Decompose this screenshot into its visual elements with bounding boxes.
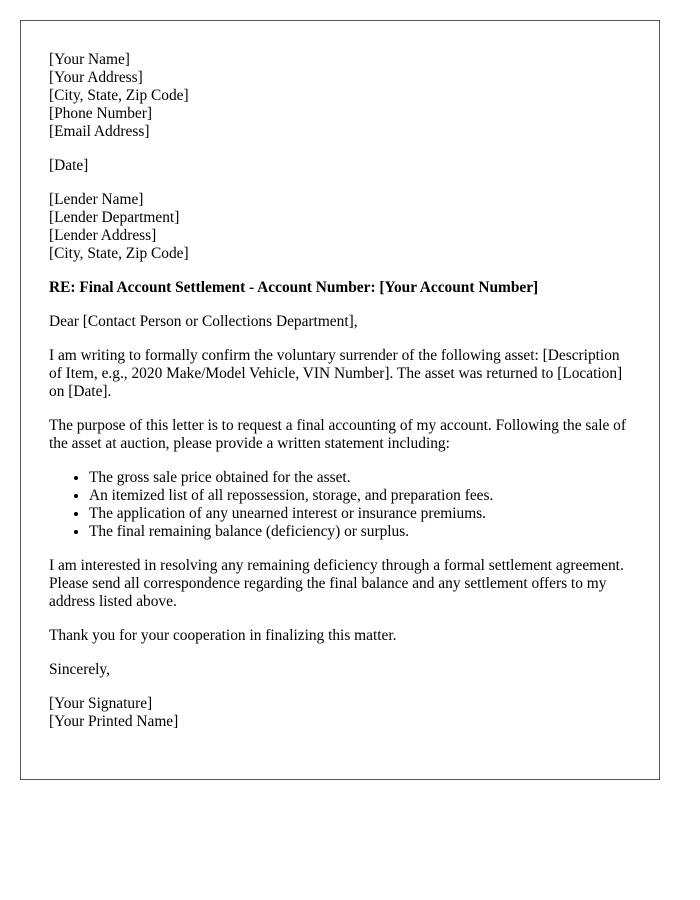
printed-name: [Your Printed Name] <box>49 713 179 730</box>
signature-placeholder: [Your Signature] <box>49 695 153 712</box>
paragraph-thanks: Thank you for your cooperation in finalizing this matter. <box>49 627 397 644</box>
list-item: • An itemized list of all repossession, storage, and preparation fees. <box>89 487 631 505</box>
recipient-address: [Lender Address] <box>49 227 157 244</box>
paragraph-surrender: I am writing to formally confirm the voluntary surrender of the following asset: [Description of Item, e.g., 2020 Make/Model Vehicle, VIN Number]. The asset was returned to [Location] on [Date]. <box>49 347 623 400</box>
sender-block <box>49 51 631 141</box>
subject-line: RE: Final Account Settlement - Account Number: [Your Account Number] <box>49 279 539 296</box>
signature-block <box>49 695 631 731</box>
letter-date: [Date] <box>49 157 89 174</box>
sender-city-state-zip: [City, State, Zip Code] <box>49 87 189 104</box>
list-item: • The application of any unearned interest or insurance premiums. <box>89 505 631 523</box>
date-block <box>49 157 631 175</box>
sender-name: [Your Name] <box>49 51 130 68</box>
salutation: Dear [Contact Person or Collections Department], <box>49 313 358 330</box>
sender-phone: [Phone Number] <box>49 105 153 122</box>
recipient-city-state-zip: [City, State, Zip Code] <box>49 245 189 262</box>
sender-email: [Email Address] <box>49 123 150 140</box>
list-item: • The gross sale price obtained for the asset. <box>89 469 631 487</box>
recipient-department: [Lender Department] <box>49 209 180 226</box>
letter-document <box>20 20 660 780</box>
paragraph-purpose: The purpose of this letter is to request a final accounting of my account. Following the sale of the asset at auction, please provide a written statement including: <box>49 417 626 452</box>
sender-address: [Your Address] <box>49 69 143 86</box>
paragraph-settlement: I am interested in resolving any remaining deficiency through a formal settlement agreement. Please send all correspondence regarding the final balance and any settlement offers to my address listed above. <box>49 557 624 610</box>
statement-items-list <box>49 469 631 541</box>
closing: Sincerely, <box>49 661 110 678</box>
recipient-block <box>49 191 631 263</box>
recipient-name: [Lender Name] <box>49 191 144 208</box>
list-item: • The final remaining balance (deficiency) or surplus. <box>89 523 631 541</box>
